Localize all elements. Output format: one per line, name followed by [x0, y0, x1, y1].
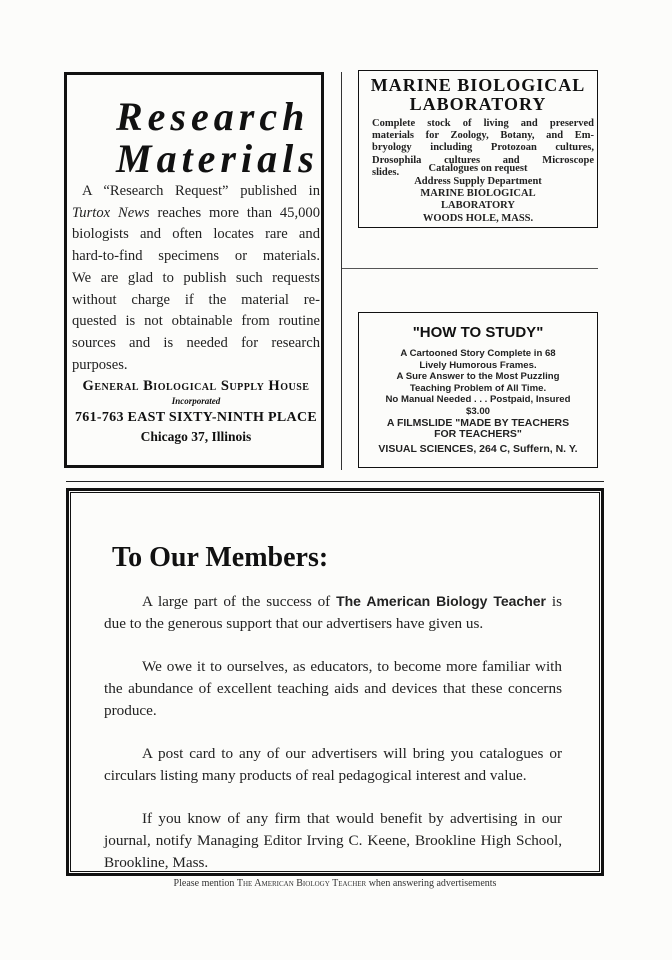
research-ad-line: Turtox News reaches more than 45,000: [72, 204, 320, 221]
members-paragraph: We owe it to ourselves, as educators, to become more familiar with the abundance of excellent teaching aids and devices that these concerns produce.: [104, 658, 562, 719]
study-ad-body: [358, 348, 598, 455]
footer-after: when answering advertisements: [366, 878, 497, 889]
marine-ad-address-line: LABORATORY: [441, 200, 515, 212]
members-heading: To Our Members:: [112, 542, 329, 573]
turtox-news-title: Turtox News: [72, 204, 150, 221]
marine-ad-title: [358, 76, 598, 114]
members-p1-journal: The American Biology Teacher: [336, 593, 547, 609]
research-ad-city: Chicago 37, Illinois: [140, 429, 252, 444]
study-ad-line: Lively Humorous Frames.: [419, 359, 537, 371]
study-ad-line: A Sure Answer to the Most Puzzling: [396, 371, 560, 383]
research-ad-title-line1: Research: [116, 94, 310, 139]
marine-ad-catalogues-line: Catalogues on request: [428, 163, 528, 174]
column-divider: [341, 72, 342, 470]
research-ad-title-line2: Materials: [116, 136, 319, 181]
members-p1-after: is due to the generous support that our advertisers have given us.: [104, 593, 562, 632]
footer-before: Please mention: [173, 878, 237, 889]
study-ad-title: "HOW TO STUDY": [412, 324, 544, 341]
research-ad-line: quested is not obtainable from routine: [72, 313, 320, 330]
study-ad-line: No Manual Needed . . . Postpaid, Insured: [385, 394, 571, 406]
marine-ad-address-line: WOODS HOLE, MASS.: [422, 212, 534, 224]
research-ad-line: A “Research Request” published in: [82, 183, 320, 199]
top-rule: [66, 481, 604, 482]
marine-ad-address-line: MARINE BIOLOGICAL: [420, 188, 536, 200]
members-paragraph: If you know of any firm that would benefit by advertising in our journal, notify Managing Editor Irving C. Keene, Brookline High School, Brookline, Mass.: [104, 810, 562, 871]
research-ad-incorporated: Incorporated: [171, 396, 221, 406]
marine-ad-line: Complete stock of living and preserved: [372, 118, 594, 129]
research-ad-line: without charge if the material re-: [72, 291, 320, 308]
research-ad-body: [72, 181, 320, 376]
horizontal-divider: [342, 268, 598, 269]
marine-ad-address-line: Address Supply Department: [414, 176, 542, 187]
study-ad-price: $3.00: [465, 405, 490, 417]
research-ad-line: purposes.: [72, 356, 128, 373]
marine-ad-line: Drosophila cultures and Microscope: [372, 154, 594, 166]
research-ad-line: We are glad to publish such requests: [72, 269, 320, 286]
research-ad-line: sources and is needed for research: [72, 334, 320, 351]
study-ad-line: A Cartooned Story Complete in 68: [400, 348, 556, 359]
research-ad-address: 761-763 EAST SIXTY-NINTH PLACE: [75, 410, 317, 425]
study-ad-line: Teaching Problem of All Time.: [409, 382, 547, 394]
study-ad-line: FOR TEACHERS": [434, 428, 522, 441]
members-paragraph: A post card to any of our advertisers will bring you catalogues or circulars listing many products of real pedagogical interest and value.: [104, 745, 562, 784]
members-paragraph: [104, 590, 562, 635]
marine-ad-title-line2: LABORATORY: [409, 94, 547, 114]
members-p1-before: A large part of the success of: [142, 593, 337, 610]
footer-note: [66, 878, 604, 889]
research-ad-company: General Biological Supply House: [82, 378, 310, 394]
marine-ad-line: bryology including Protozoan cultures,: [372, 142, 594, 154]
study-ad-line: A FILMSLIDE "MADE BY TEACHERS: [386, 416, 570, 429]
research-ad-line: biologists and often locates rare and: [72, 226, 320, 243]
footer-journal: The American Biology Teacher: [236, 878, 367, 889]
marine-ad-line: slides.: [372, 166, 400, 178]
marine-ad-line: materials for Zoology, Botany, and Em-: [372, 130, 594, 142]
members-body: [104, 590, 562, 895]
marine-ad-title-line1: MARINE BIOLOGICAL: [370, 75, 586, 95]
study-ad-publisher: VISUAL SCIENCES, 264 C, Suffern, N. Y.: [378, 442, 578, 455]
research-ad-line: hard-to-find specimens or materials.: [72, 248, 320, 265]
